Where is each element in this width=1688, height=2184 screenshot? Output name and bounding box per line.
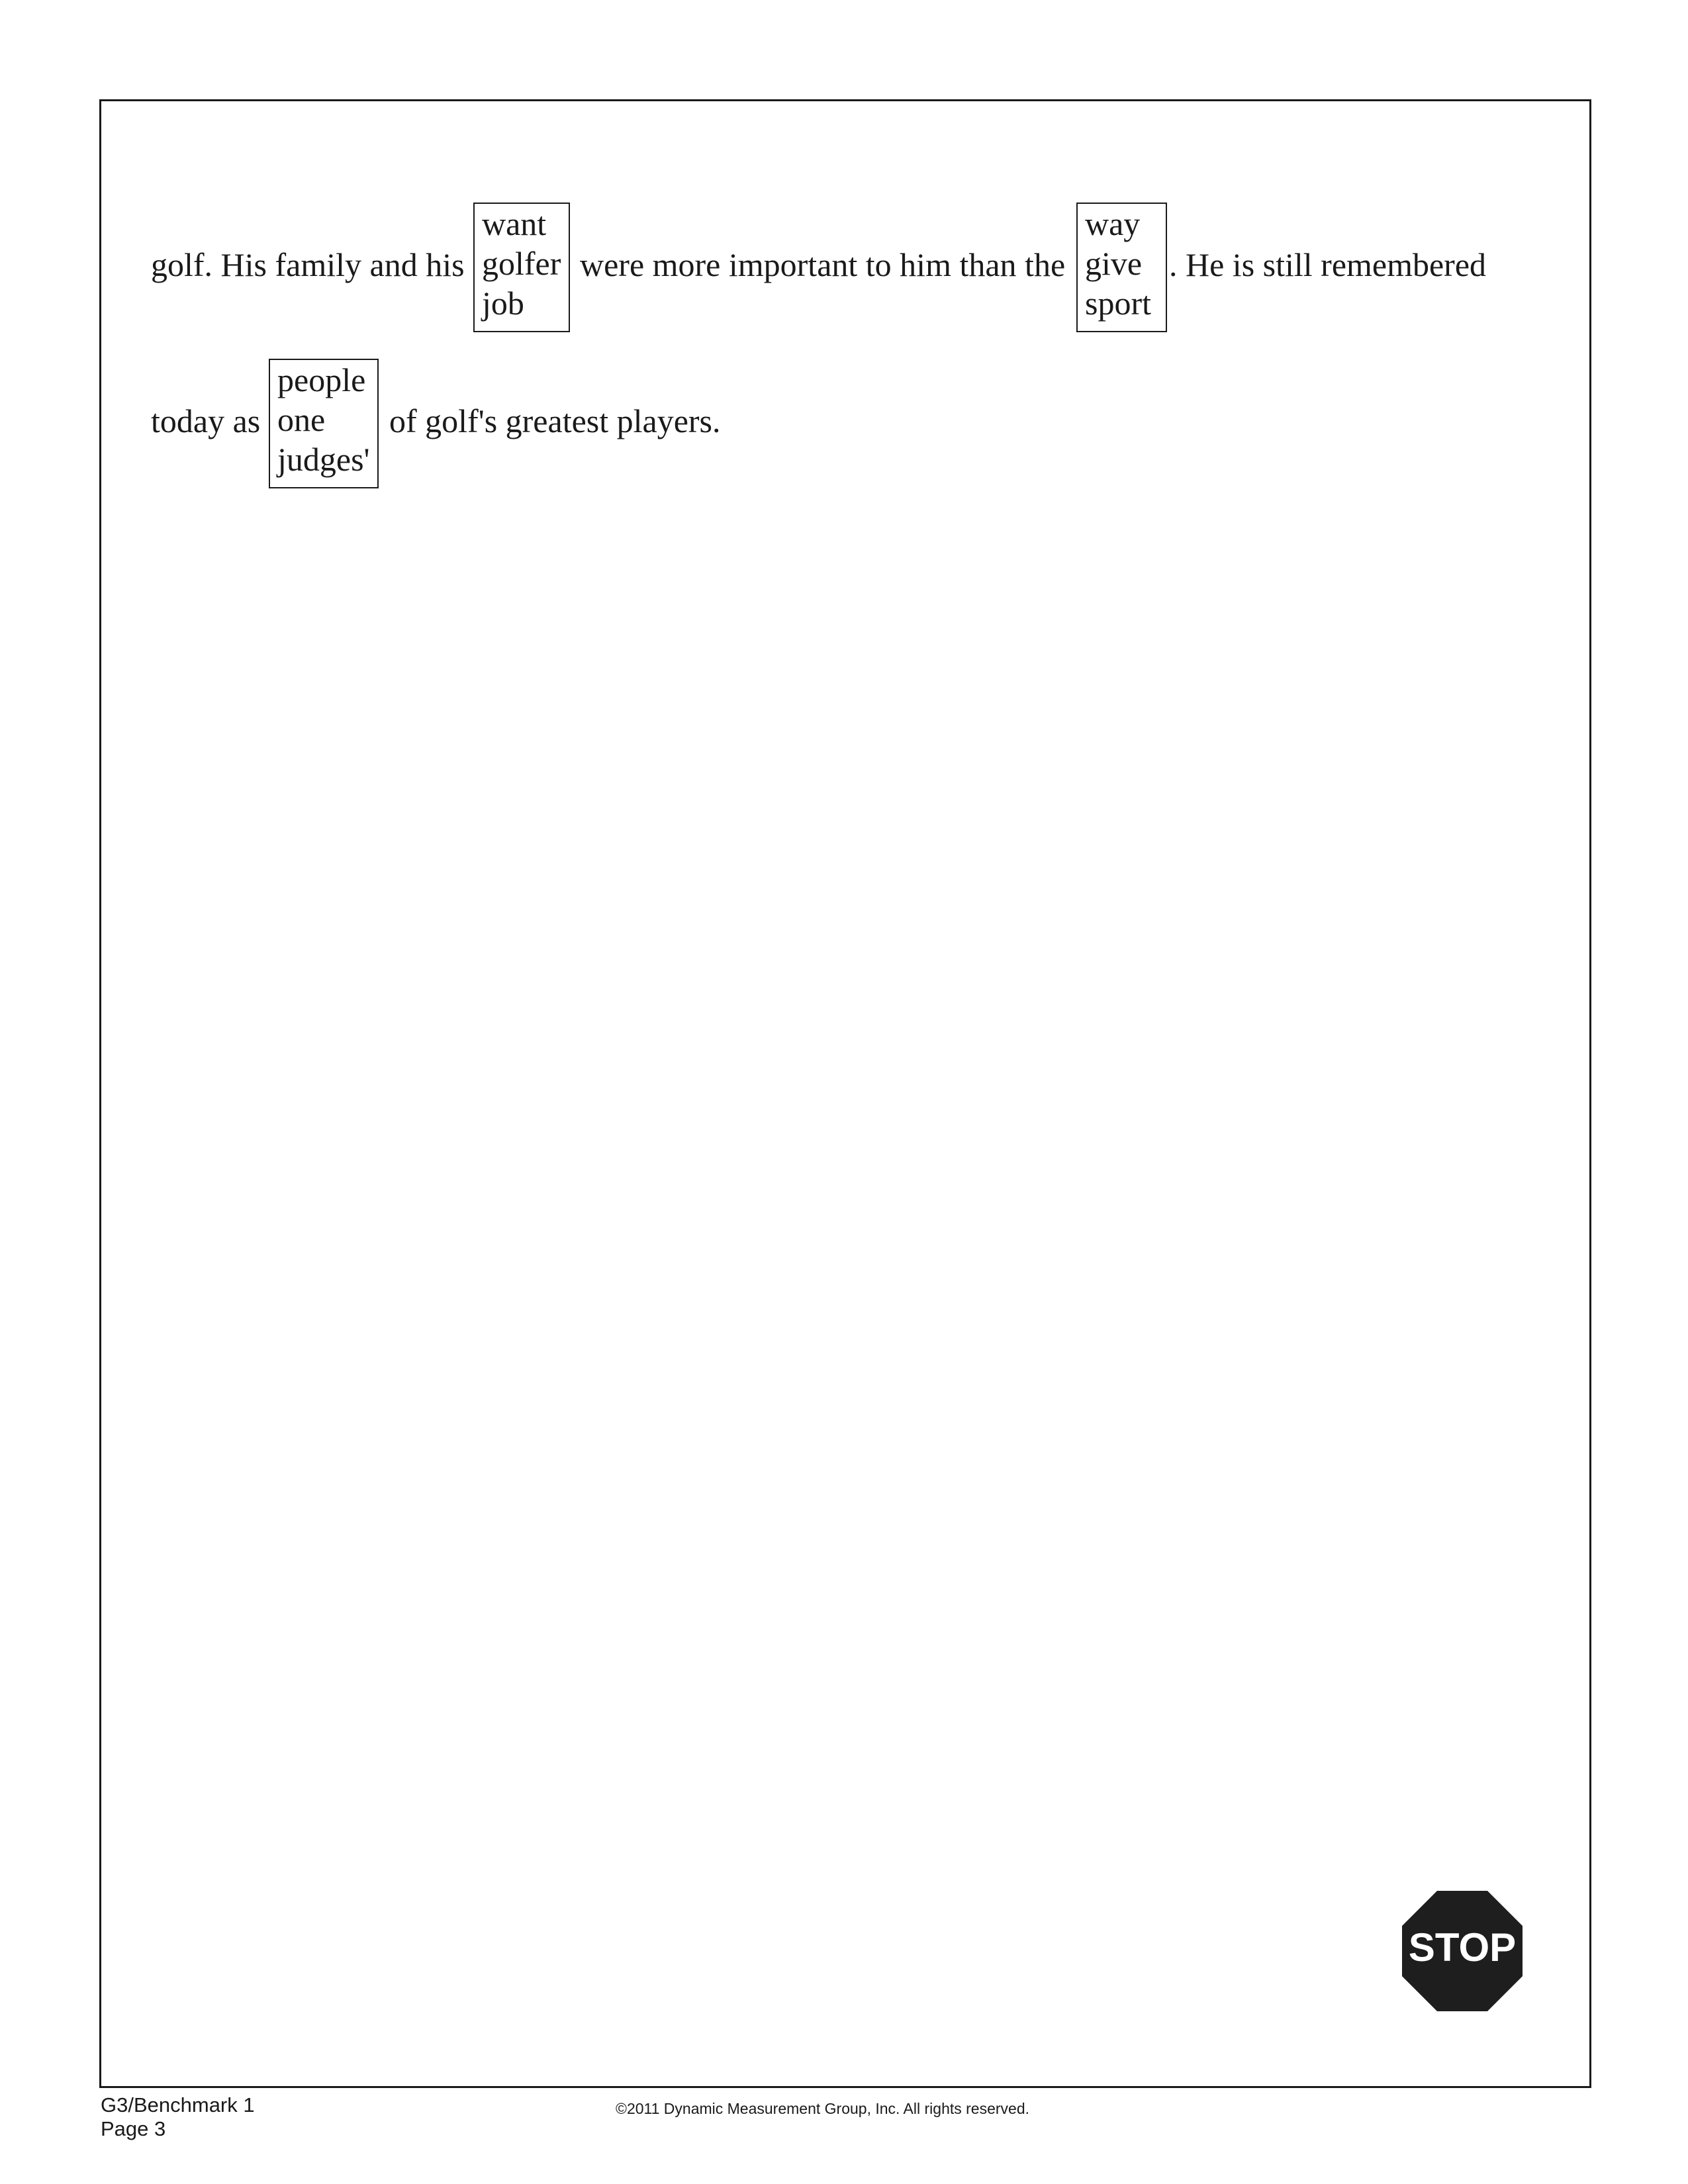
choice-option[interactable]: people [277, 361, 366, 398]
copyright-notice: ©2011 Dynamic Measurement Group, Inc. All rights reserved. [616, 2100, 1030, 2117]
maze-choice-box-1[interactable] [473, 203, 570, 332]
form-id: G3/Benchmark 1 [101, 2093, 255, 2116]
page-number: Page 3 [101, 2117, 166, 2140]
choice-option[interactable]: one [277, 401, 326, 438]
maze-choice-box-2[interactable] [1076, 203, 1167, 332]
passage-text-segment: were more important to him than the [580, 246, 1066, 283]
passage-text-segment: of golf's greatest players. [389, 402, 721, 439]
passage-text-segment: today as [151, 402, 261, 439]
passage-text-segment: golf. His family and his [151, 246, 465, 283]
choice-option[interactable]: judges' [277, 441, 370, 478]
choice-option[interactable]: way [1085, 205, 1141, 242]
choice-option[interactable]: give [1085, 245, 1143, 282]
choice-option[interactable]: sport [1085, 285, 1151, 322]
footer-form-info [101, 2093, 255, 2141]
passage-text-segment: . He is still remembered [1169, 246, 1487, 283]
choice-option[interactable]: job [482, 285, 524, 322]
maze-choice-box-3[interactable] [269, 359, 379, 488]
choice-option[interactable]: want [482, 205, 547, 242]
stop-sign-icon [1402, 1891, 1523, 2011]
stop-label: STOP [1408, 1925, 1517, 1970]
choice-option[interactable]: golfer [482, 245, 561, 282]
